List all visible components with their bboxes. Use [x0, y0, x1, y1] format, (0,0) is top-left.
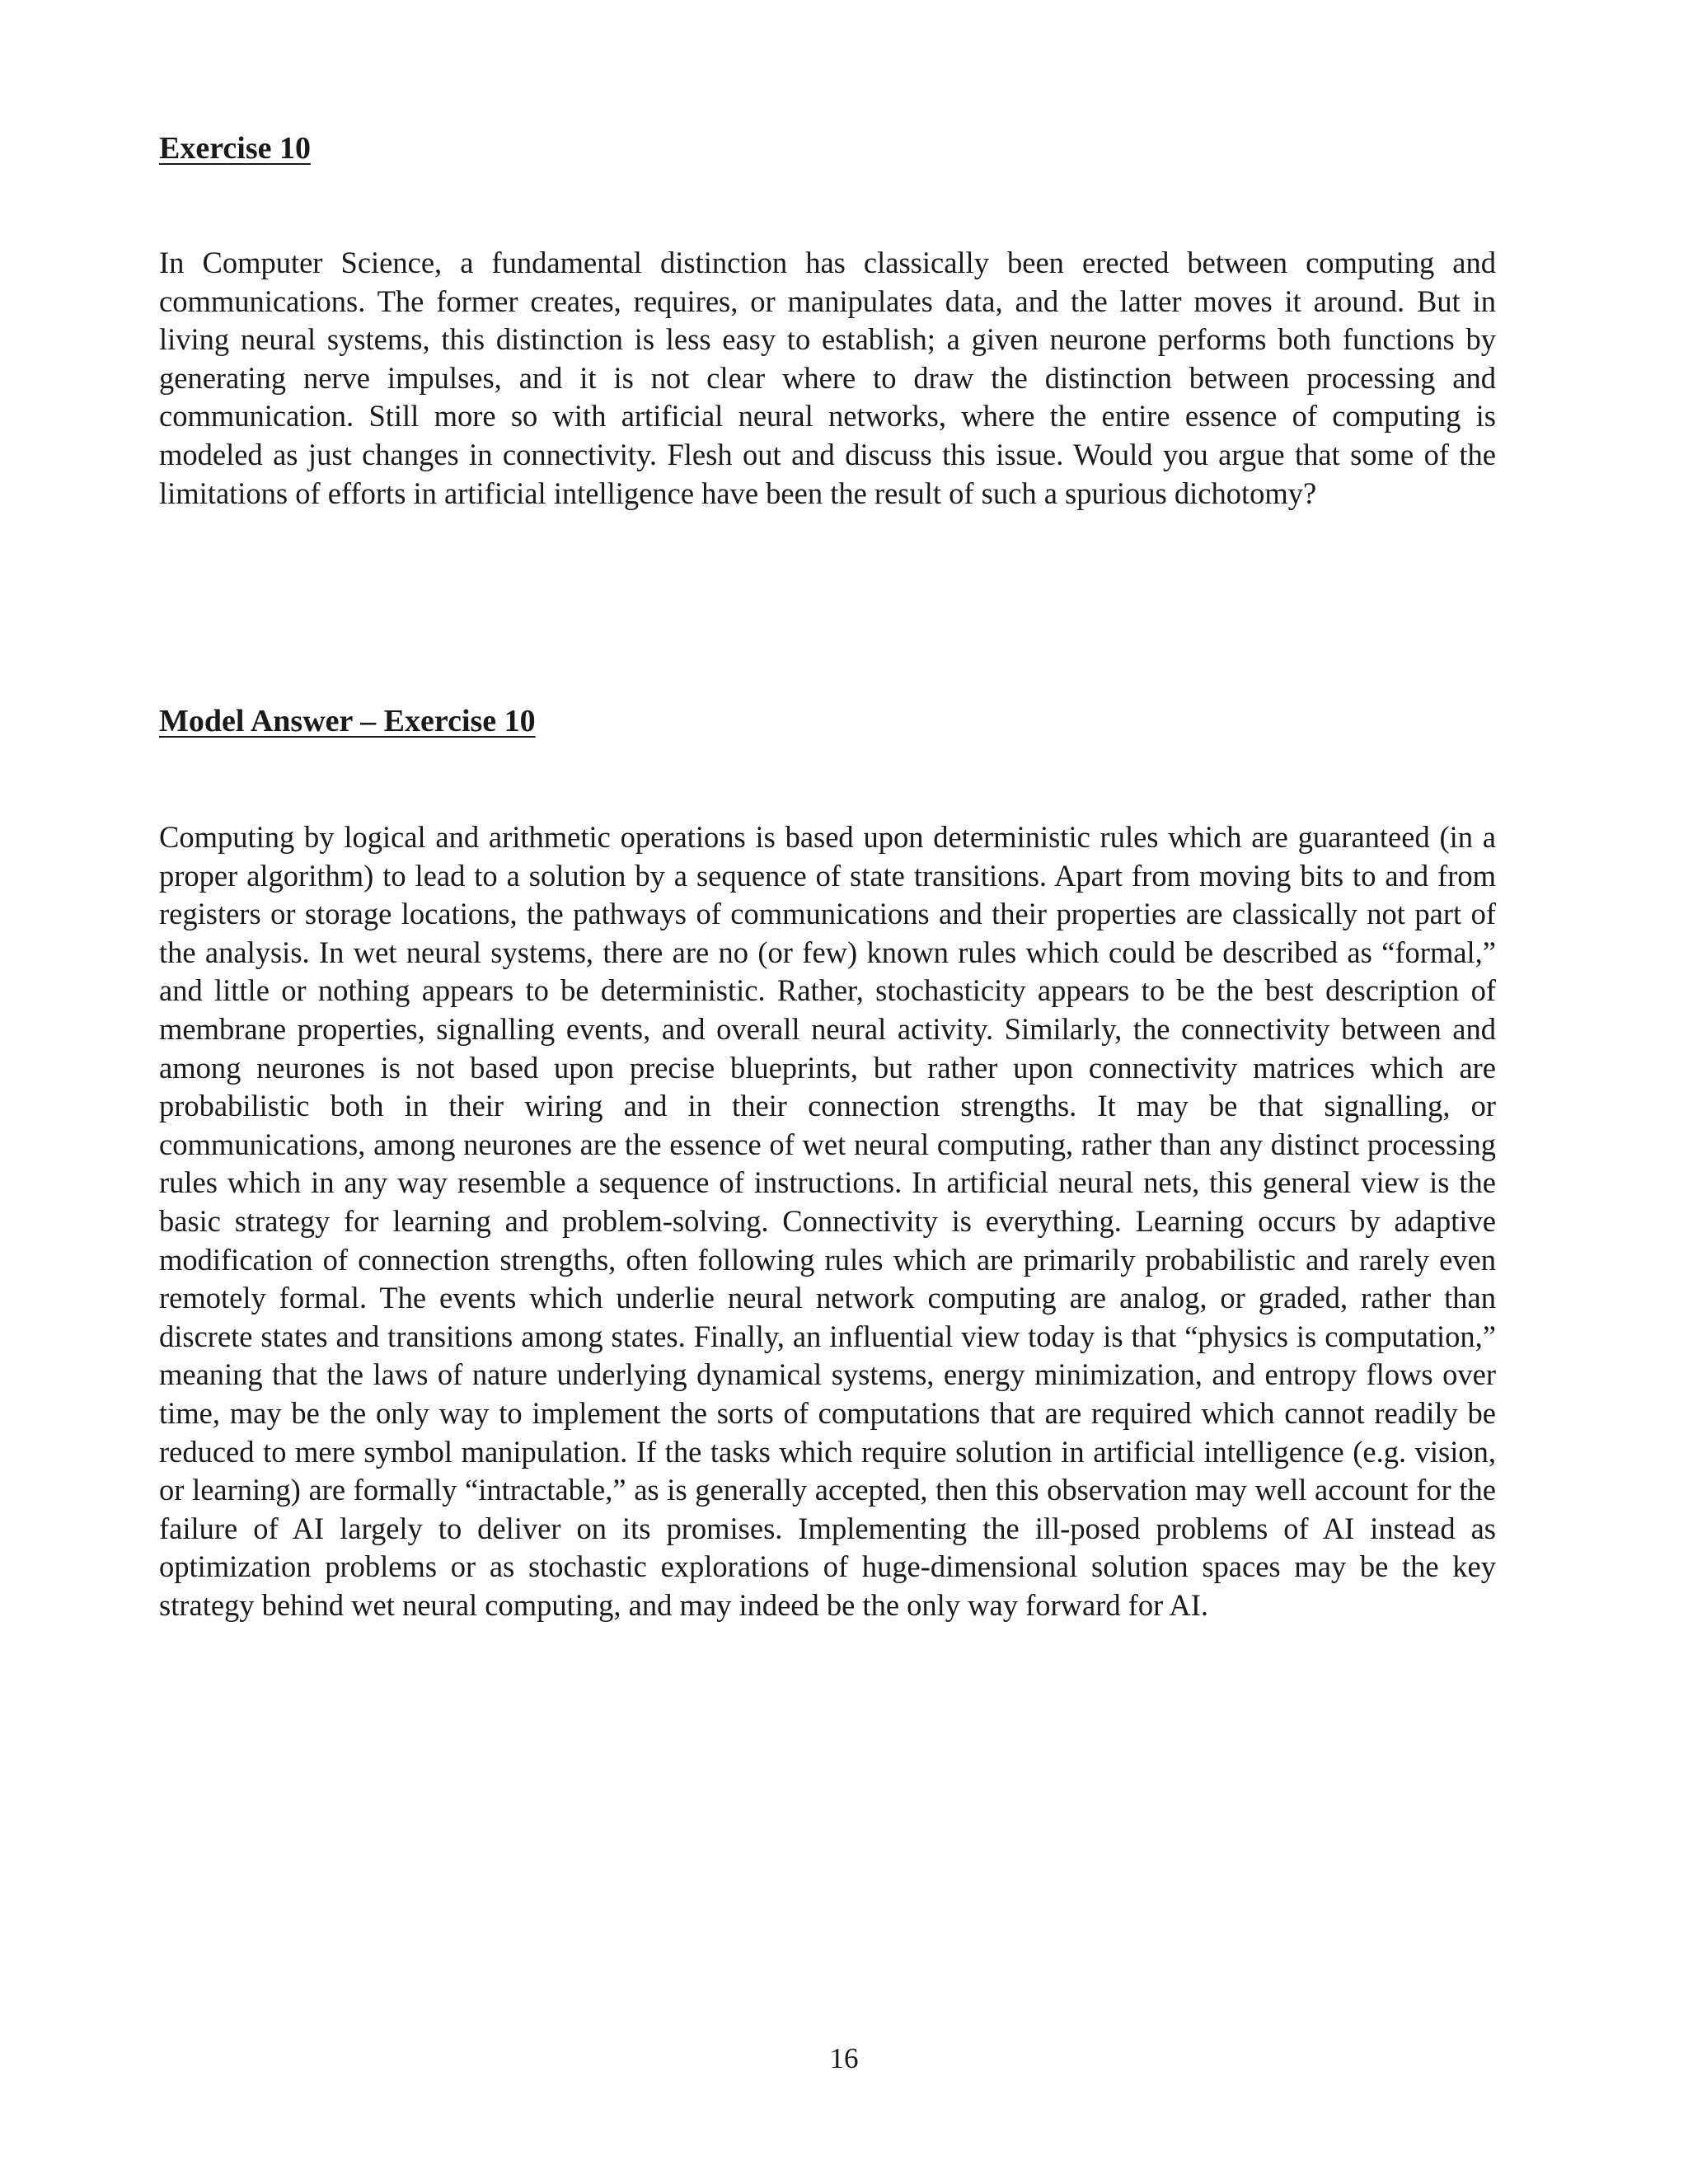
- exercise-body: In Computer Science, a fundamental distinction has classically been erected between computing and communications. The former creates, requires, or manipulates data, and the latter moves it around. But in living neural systems, this distinction is less easy to establish; a given neurone performs both functions by generating nerve impulses, and it is not clear where to draw the distinction between processing and communication. Still more so with artificial neural networks, where the entire essence of computing is modeled as just changes in connectivity. Flesh out and discuss this issue. Would you argue that some of the limitations of efforts in artificial intelligence have been the result of such a spurious dichotomy?: [159, 246, 1496, 510]
- exercise-heading: Exercise 10: [159, 131, 311, 166]
- model-answer-body: Computing by logical and arithmetic operations is based upon deterministic rules which are guaranteed (in a proper algorithm) to lead to a solution by a sequence of state transitions. Apart from moving bits to and from registers or storage locations, the pathways of communications and their properties are classically not part of the analysis. In wet neural systems, there are no (or few) known rules which could be described as “formal,” and little or nothing appears to be deterministic. Rather, stochasticity appears to be the best description of membrane properties, signalling events, and overall neural activity. Similarly, the connectivity between and among neurones is not based upon precise blueprints, but rather upon connectivity matrices which are probabilistic both in their wiring and in their connection strengths. It may be that signalling, or communications, among neurones are the essence of wet neural computing, rather than any distinct processing rules which in any way resemble a sequence of instructions. In artificial neural nets, this general view is the basic strategy for learning and problem-solving. Connectivity is everything. Learning occurs by adaptive modification of connection strengths, often following rules which are primarily probabilistic and rarely even remotely formal. The events which underlie neural network computing are analog, or graded, rather than discrete states and transitions among states. Finally, an influential view today is that “physics is computation,” meaning that the laws of nature underlying dynamical systems, energy minimization, and entropy flows over time, may be the only way to implement the sorts of computations that are required which cannot readily be reduced to mere symbol manipulation. If the tasks which require solution in artificial intelligence (e.g. vision, or learning) are formally “intractable,” as is generally accepted, then this observation may well account for the failure of AI largely to deliver on its promises. Implementing the ill-posed problems of AI instead as optimization problems or as stochastic explorations of huge-dimensional solution spaces may be the key strategy behind wet neural computing, and may indeed be the only way forward for AI.: [159, 820, 1496, 1622]
- model-answer-heading: Model Answer – Exercise 10: [159, 704, 536, 738]
- page-number: 16: [829, 2042, 859, 2074]
